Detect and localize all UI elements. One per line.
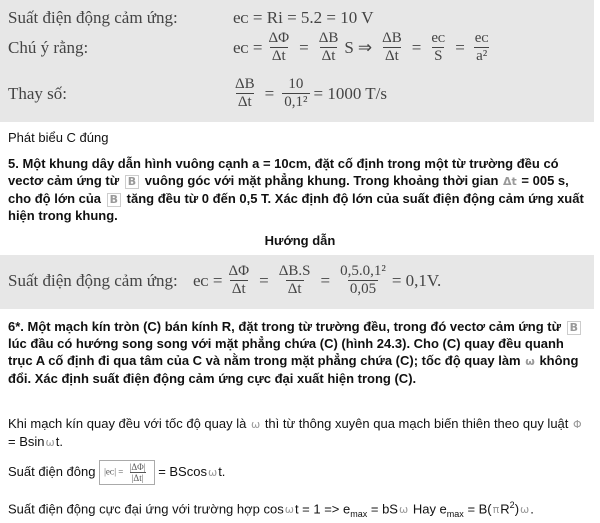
- question-5-text: tăng đều từ 0 đến 0,5 T. Xác định độ lớn của suất điện động cảm ứng xuất hiện trong khung.: [8, 191, 584, 223]
- delta-t-icon: Δt: [503, 175, 517, 188]
- subscript-max: max: [350, 508, 368, 519]
- fraction-den: Δt: [271, 48, 286, 64]
- omega-icon: ω: [398, 503, 409, 517]
- guide-text: thì từ thông xuyên qua mạch biến thiên theo quy luật: [264, 416, 569, 431]
- fraction-den: Δt: [237, 94, 252, 110]
- fraction: [267, 30, 292, 65]
- formula-label: Thay số:: [8, 83, 68, 103]
- omega-icon: ω: [525, 355, 535, 368]
- formula-result: = 0,1V.: [391, 270, 442, 290]
- question-5-text: = 005 s, cho độ lớn của: [8, 173, 569, 206]
- fraction-den: Δt: [231, 281, 246, 297]
- fraction: [429, 30, 447, 65]
- fraction-num: ΔB: [318, 30, 339, 46]
- formula-row-emf: [8, 263, 441, 298]
- fraction-num: ΔΦ: [268, 30, 290, 46]
- guide-text: .: [530, 501, 534, 517]
- omega-icon: ω: [284, 503, 294, 517]
- mini-formula: [99, 460, 154, 485]
- formula-emf-value: eᴄ = Ri = 5.2 = 10 V: [233, 8, 374, 27]
- guide-text: = BScos: [158, 463, 207, 479]
- guide-text: R: [500, 501, 510, 517]
- mini-formula-lhs: |eᴄ| =: [104, 466, 124, 477]
- guide-text: t.: [218, 463, 226, 479]
- fraction-num: ΔB: [382, 30, 402, 46]
- symbol-s: S: [344, 37, 354, 57]
- formula-row-note: [8, 30, 495, 65]
- question-6-text: lúc đầu có hướng song song với mặt phẳng chứa (C) (hình 24.3). Cho (C) quay đều quanh trục A cố định đi qua tâm của C và nằm trong mặt phẳng chứa (C); tốc độ quay làm: [8, 336, 564, 368]
- formula-label: Chú ý rằng:: [8, 37, 89, 57]
- omega-icon: ω: [250, 418, 261, 431]
- fraction: [282, 76, 309, 111]
- guide-line-2: [8, 460, 592, 485]
- fraction-num: 0,5.0,1²: [340, 263, 386, 279]
- guide-text: Bsin: [19, 434, 45, 449]
- guide-text: Suất điện động cực đại ứng với trường hợp cos: [8, 501, 284, 517]
- vector-b-icon: B: [107, 193, 121, 207]
- fraction-num: ΔB: [235, 76, 255, 92]
- question-6-text: không đổi. Xác định suất điện động cảm ứng cực đại xuất hiện trong (C).: [8, 353, 579, 386]
- fraction-num: eᴄ: [431, 30, 446, 46]
- fraction: [128, 462, 148, 483]
- guide-text: t = 1 => e: [294, 501, 351, 517]
- superscript-2: 2: [509, 500, 515, 510]
- operator: =: [299, 37, 309, 57]
- formula-lhs: eᴄ =: [233, 37, 263, 57]
- fraction-den: Δt: [321, 48, 336, 64]
- operator: =: [264, 83, 275, 103]
- operator: =: [455, 37, 465, 57]
- vector-b-icon: B: [567, 321, 581, 335]
- omega-icon: ω: [45, 436, 55, 449]
- statement-c: Phát biểu C đúng: [8, 130, 109, 145]
- formula-row-substitute: [8, 76, 387, 111]
- guide-text: Khi mạch kín quay đều với tốc độ quay là: [8, 416, 247, 431]
- fraction-num: eᴄ: [474, 30, 489, 46]
- omega-icon: ω: [207, 465, 218, 479]
- fraction-num: ΔB.S: [278, 263, 311, 279]
- question-6: [8, 318, 592, 387]
- fraction-den: 0,05: [349, 281, 377, 297]
- question-5-text: vuông góc với mặt phẳng khung. Trong khoảng thời gian: [144, 173, 499, 188]
- guide-text: t.: [55, 434, 63, 449]
- fraction-num: ΔΦ: [228, 263, 250, 279]
- guide-line-1: [8, 415, 592, 451]
- fraction-den: S: [434, 48, 443, 64]
- formula-row-emf: [8, 8, 373, 28]
- fraction: [380, 30, 404, 65]
- omega-icon: ω: [520, 503, 530, 517]
- fraction: [338, 263, 388, 298]
- fraction: [227, 263, 252, 298]
- formula-lhs: eᴄ =: [193, 270, 223, 290]
- fraction-den: Δt: [287, 281, 302, 297]
- phi-icon: Φ: [573, 418, 582, 431]
- guide-text: ): [514, 501, 520, 517]
- fraction: [277, 263, 313, 298]
- guide-text: = bS: [370, 501, 398, 517]
- vector-b-icon: B: [125, 175, 139, 189]
- fraction: [233, 76, 257, 111]
- fraction-num: 10: [288, 76, 304, 92]
- fraction: [317, 30, 341, 65]
- subscript-max: max: [446, 508, 464, 519]
- formula-box-2: [0, 255, 594, 309]
- guide-text: =: [8, 434, 16, 449]
- fraction-den: a²: [476, 48, 488, 64]
- formula-label: Suất điện động cảm ứng:: [8, 8, 178, 27]
- fraction-den: 0,1²: [284, 94, 308, 110]
- guide-text: = B(: [467, 501, 492, 517]
- guide-line-3: [8, 497, 592, 523]
- question-6-text: 6*. Một mạch kín tròn (C) bán kính R, đặt trong từ trường đều, trong đó vectơ cảm ứng từ: [8, 319, 562, 334]
- arrow-icon: ⇒: [357, 37, 373, 57]
- guide-text: Hay e: [412, 501, 447, 517]
- question-5: [8, 155, 592, 224]
- operator: =: [259, 270, 269, 290]
- formula-box-1: [0, 0, 594, 122]
- formula-label: Suất điện động cảm ứng:: [8, 270, 178, 290]
- question-5-text: 5. Một khung dây dẫn hình vuông cạnh a = 10cm, đặt cố định trong một từ trường đều có vectơ cảm ứng từ: [8, 156, 559, 188]
- fraction-den: Δt: [385, 48, 399, 64]
- guide-title: Hướng dẫn: [264, 233, 336, 248]
- guide-text: Suất điện đông: [8, 463, 96, 479]
- operator: =: [320, 270, 331, 290]
- formula-result: = 1000 T/s: [313, 83, 388, 103]
- operator: =: [411, 37, 422, 57]
- fraction-den: |Δt|: [131, 473, 144, 483]
- pi-icon: π: [492, 503, 500, 517]
- fraction: [473, 30, 491, 65]
- fraction-num: |ΔΦ|: [129, 462, 146, 472]
